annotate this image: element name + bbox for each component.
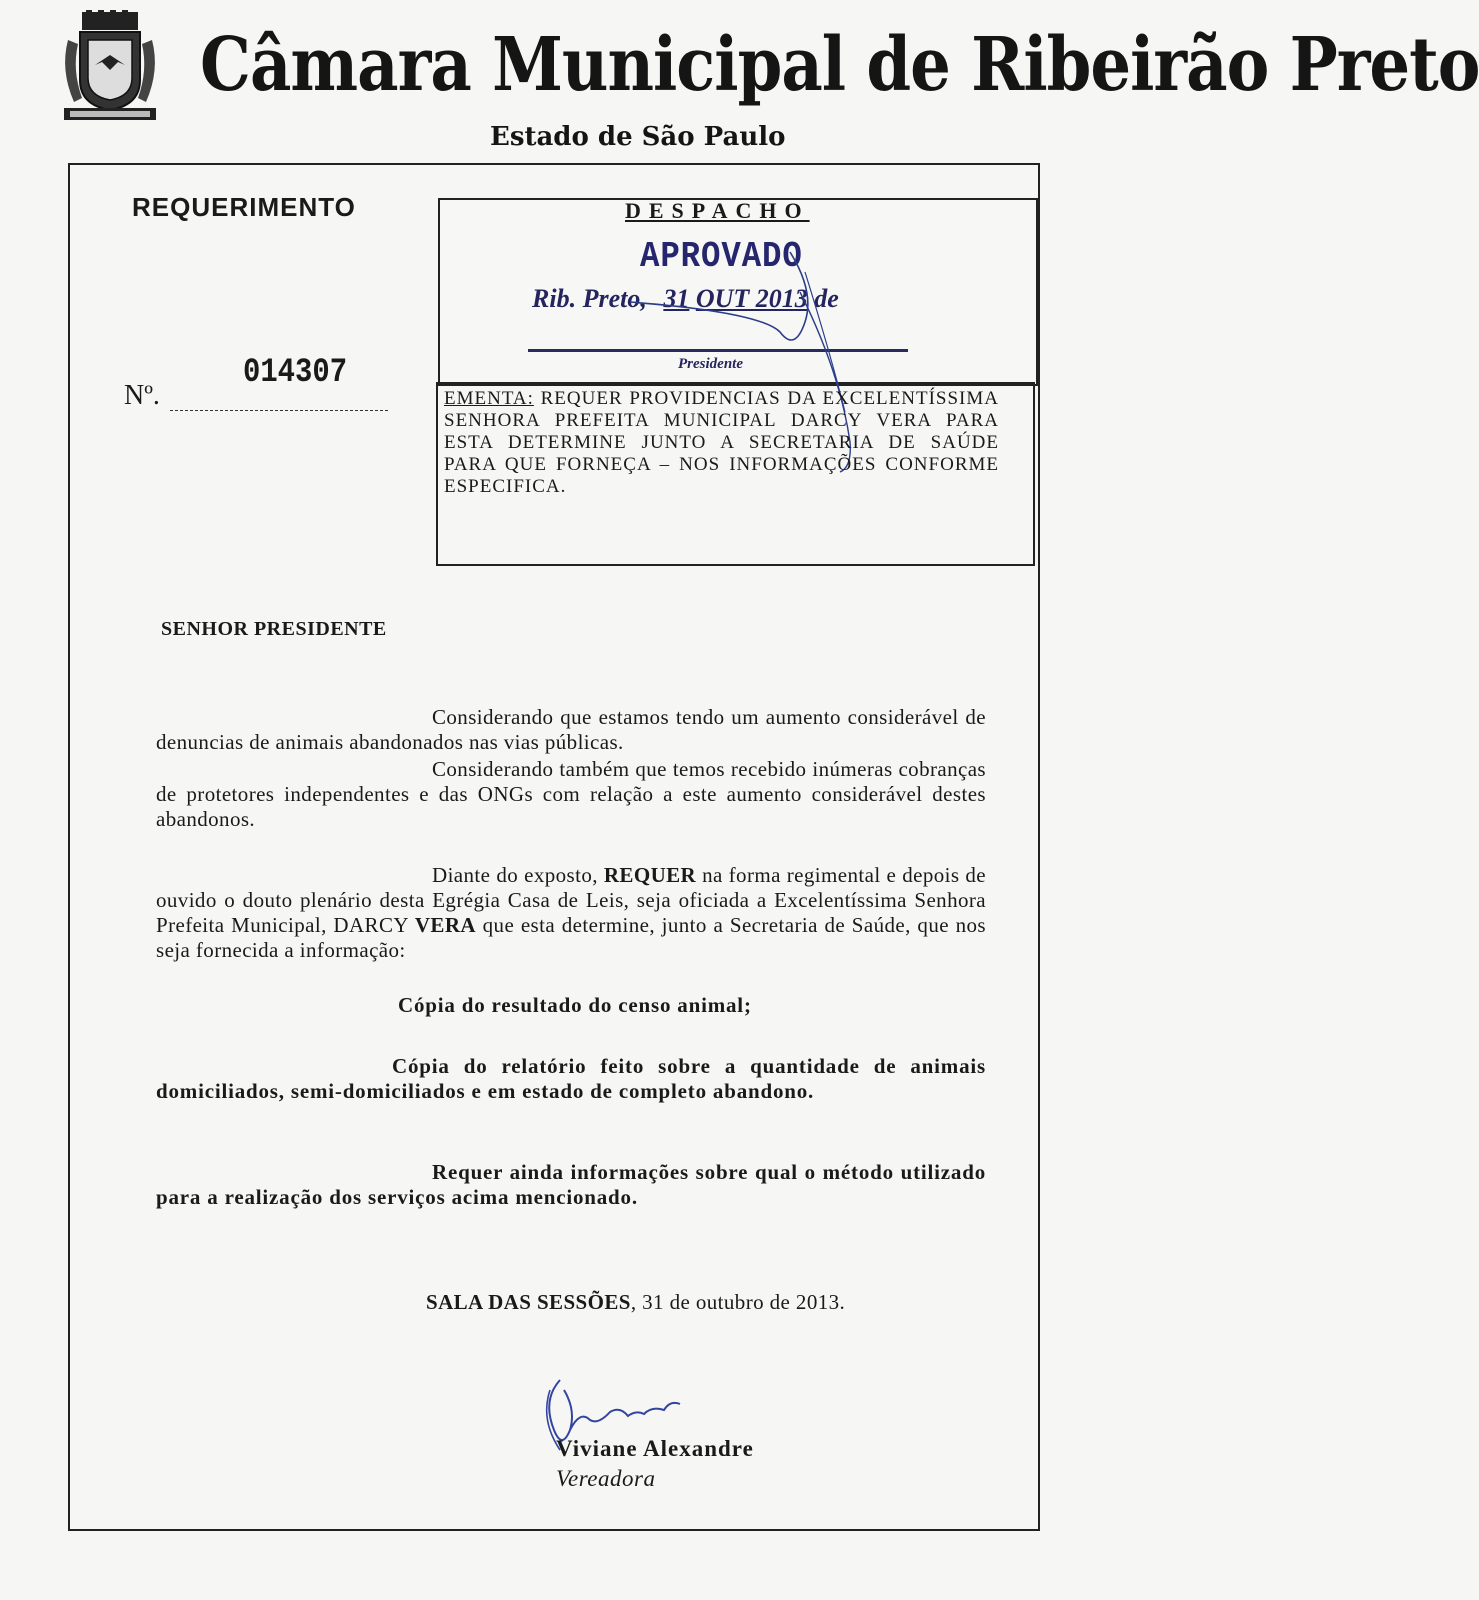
paragraph-3-e: que esta determine, junto a Secretaria de Saúde, que nos seja fornecida a informação:: [156, 913, 986, 962]
header-title: Câmara Municipal de Ribeirão Preto: [200, 22, 1479, 109]
sala-label: SALA DAS SESSÕES: [426, 1290, 631, 1314]
requerimento-number: 014307: [243, 354, 348, 392]
paragraph-6: [156, 1160, 986, 1210]
approval-stamp: APROVADO: [640, 236, 803, 277]
paragraph-1-text: Considerando que estamos tendo um aumento considerável de denuncias de animais abandonados nas vias públicas.: [156, 705, 986, 754]
paragraph-3-vera: VERA: [414, 913, 476, 937]
despacho-title: DESPACHO: [625, 198, 810, 223]
header-subtitle: Estado de São Paulo: [490, 122, 786, 152]
signer-name: Viviane Alexandre: [556, 1436, 754, 1461]
paragraph-2: [156, 757, 986, 832]
paragraph-1: [156, 705, 986, 755]
ementa-body: REQUER PROVIDENCIAS DA EXCELENTÍSSIMA SENHORA PREFEITA MUNICIPAL DARCY VERA PARA ESTA DETERMINE JUNTO A SECRETARIA DE SAÚDE PARA QUE FORNEÇA – NOS INFORMAÇÕES CONFORME ESPECIFICA.: [444, 388, 999, 497]
salutation: SENHOR PRESIDENTE: [161, 618, 387, 640]
requerimento-title: REQUERIMENTO: [132, 192, 356, 222]
paragraph-3-requer: REQUER: [603, 863, 697, 887]
paragraph-3-a: Diante do exposto,: [432, 863, 598, 887]
number-label: Nº.: [124, 380, 160, 411]
paragraph-6-text: Requer ainda informações sobre qual o método utilizado para a realização dos serviços acima mencionado.: [156, 1160, 986, 1209]
stamp-date: OUT 2013: [695, 284, 808, 313]
stamp-suffix: de: [814, 284, 839, 313]
sala-das-sessoes: [426, 1290, 845, 1315]
paragraph-5-text: Cópia do relatório feito sobre a quantidade de animais domiciliados, semi-domiciliados e em estado de completo abandono.: [156, 1054, 986, 1103]
stamp-day: 31: [663, 284, 690, 313]
sala-date: , 31 de outubro de 2013.: [630, 1290, 846, 1314]
paragraph-3-c: na forma regimental e depois de ouvido o douto plenário desta Egrégia Casa de Leis, seja oficiada a Excelentíssima Senhora Prefeita Municipal, DARCY: [156, 863, 987, 937]
stamp-presidente-label: Presidente: [678, 356, 743, 372]
coat-of-arms-icon: [60, 10, 160, 130]
paragraph-4: Cópia do resultado do censo animal;: [398, 993, 752, 1017]
number-line: [170, 410, 388, 411]
ementa-label: EMENTA:: [444, 388, 534, 409]
paragraph-2-text: Considerando também que temos recebido inúmeras cobranças de protetores independentes e das ONGs com relação a este aumento considerável destes abandonos.: [156, 757, 986, 831]
signer-role: Vereadora: [556, 1466, 656, 1491]
stamp-location: Rib. Preto,: [532, 284, 647, 313]
paragraph-3: [156, 863, 986, 963]
ementa-text: [444, 388, 999, 498]
paragraph-5: [156, 1054, 986, 1104]
